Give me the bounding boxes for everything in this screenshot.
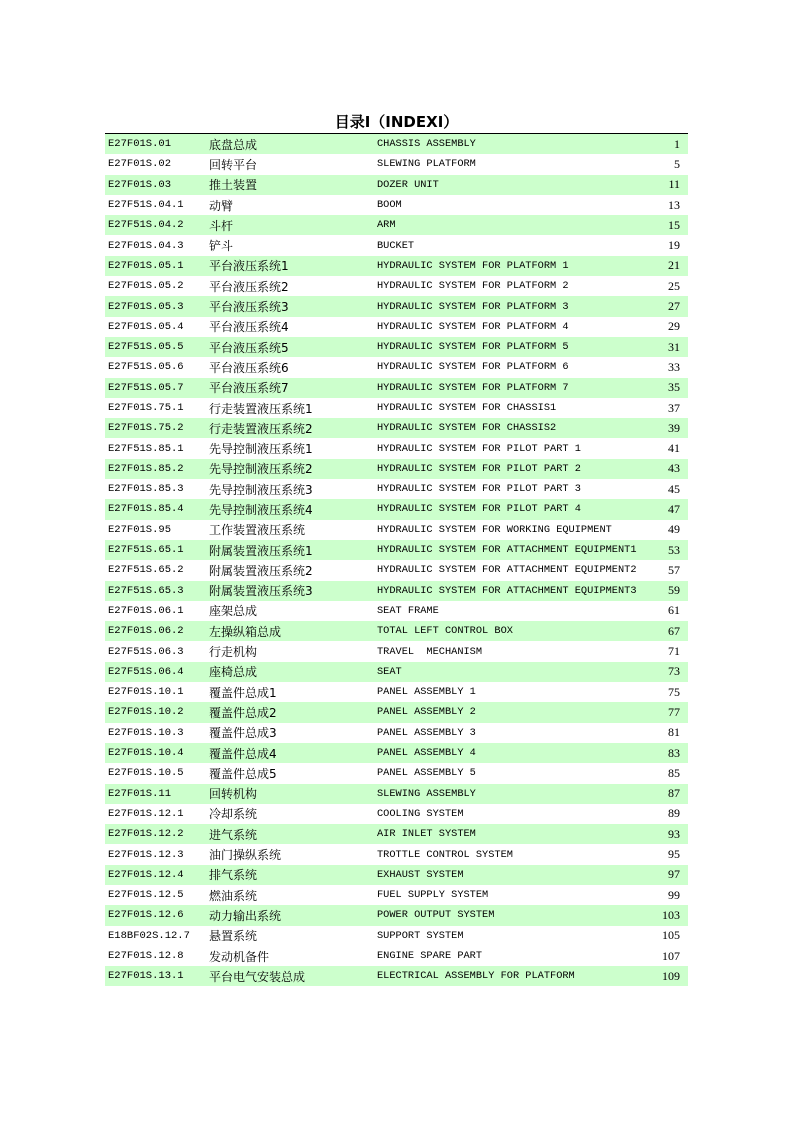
chinese-name: 平台液压系统2 <box>209 279 289 294</box>
index-row <box>105 601 688 621</box>
english-name: SLEWING ASSEMBLY <box>377 787 476 800</box>
part-code: E27F51S.05.5 <box>108 341 184 354</box>
chinese-name: 悬置系统 <box>209 929 258 944</box>
index-row <box>105 662 688 682</box>
index-row <box>105 560 688 580</box>
english-name: ENGINE SPARE PART <box>377 950 483 963</box>
english-name: TROTTLE CONTROL SYSTEM <box>377 848 513 861</box>
english-name: AIR INLET SYSTEM <box>377 828 476 841</box>
chinese-name: 油门操纵系统 <box>209 848 282 863</box>
page-number: 73 <box>668 664 680 679</box>
part-code: E27F51S.05.7 <box>108 381 184 394</box>
english-name: HYDRAULIC SYSTEM FOR CHASSIS2 <box>377 422 557 435</box>
part-code: E27F01S.05.1 <box>108 259 184 272</box>
index-row <box>105 296 688 316</box>
english-name: HYDRAULIC SYSTEM FOR PLATFORM 3 <box>377 300 569 313</box>
page-number: 29 <box>668 319 680 334</box>
index-row <box>105 215 688 235</box>
chinese-name: 先导控制液压系统3 <box>209 482 313 497</box>
page-number: 107 <box>662 948 680 963</box>
english-name: HYDRAULIC SYSTEM FOR PLATFORM 2 <box>377 280 569 293</box>
page-number: 89 <box>668 806 680 821</box>
page-number: 33 <box>668 359 680 374</box>
english-name: COOLING SYSTEM <box>377 807 464 820</box>
english-name: PANEL ASSEMBLY 4 <box>377 747 476 760</box>
chinese-name: 平台液压系统7 <box>209 381 289 396</box>
english-name: SLEWING PLATFORM <box>377 158 476 171</box>
page-number: 25 <box>668 278 680 293</box>
chinese-name: 附属装置液压系统2 <box>209 563 313 578</box>
english-name: DOZER UNIT <box>377 178 439 191</box>
part-code: E27F51S.65.1 <box>108 544 184 557</box>
page-number: 75 <box>668 684 680 699</box>
page-number: 109 <box>662 968 680 983</box>
index-row <box>105 682 688 702</box>
index-row <box>105 702 688 722</box>
english-name: TOTAL LEFT CONTROL BOX <box>377 625 513 638</box>
english-name: SEAT <box>377 665 402 678</box>
index-row <box>105 438 688 458</box>
part-code: E27F01S.01 <box>108 138 172 151</box>
index-row <box>105 926 688 946</box>
english-name: ELECTRICAL ASSEMBLY FOR PLATFORM <box>377 970 575 983</box>
page-number: 81 <box>668 725 680 740</box>
index-row <box>105 195 688 215</box>
part-code: E27F01S.11 <box>108 787 172 800</box>
english-name: PANEL ASSEMBLY 2 <box>377 706 476 719</box>
chinese-name: 铲斗 <box>209 239 234 254</box>
english-name: HYDRAULIC SYSTEM FOR PILOT PART 3 <box>377 483 581 496</box>
index-table <box>105 133 688 986</box>
part-code: E27F01S.12.8 <box>108 950 184 963</box>
chinese-name: 冷却系统 <box>209 807 258 822</box>
part-code: E27F01S.05.4 <box>108 320 184 333</box>
english-name: HYDRAULIC SYSTEM FOR ATTACHMENT EQUIPMENT2 <box>377 564 637 577</box>
part-code: E27F01S.10.2 <box>108 706 184 719</box>
page-number: 19 <box>668 238 680 253</box>
index-row <box>105 824 688 844</box>
english-name: HYDRAULIC SYSTEM FOR ATTACHMENT EQUIPMENT1 <box>377 544 637 557</box>
chinese-name: 先导控制液压系统2 <box>209 462 313 477</box>
chinese-name: 平台液压系统1 <box>209 259 289 274</box>
index-row <box>105 154 688 174</box>
part-code: E27F01S.12.1 <box>108 807 184 820</box>
part-code: E27F01S.03 <box>108 178 172 191</box>
chinese-name: 回转机构 <box>209 787 258 802</box>
page-number: 15 <box>668 217 680 232</box>
page-number: 53 <box>668 542 680 557</box>
part-code: E27F51S.05.6 <box>108 361 184 374</box>
page-number: 45 <box>668 481 680 496</box>
chinese-name: 覆盖件总成5 <box>209 766 277 781</box>
page-number: 27 <box>668 299 680 314</box>
page-number: 103 <box>662 907 680 922</box>
chinese-name: 平台电气安装总成 <box>209 969 306 984</box>
index-row <box>105 317 688 337</box>
chinese-name: 先导控制液压系统4 <box>209 502 313 517</box>
page-number: 1 <box>674 136 680 151</box>
chinese-name: 推土装置 <box>209 178 258 193</box>
chinese-name: 斗杆 <box>209 218 234 233</box>
part-code: E27F01S.12.2 <box>108 828 184 841</box>
part-code: E27F51S.04.1 <box>108 199 184 212</box>
page-number: 59 <box>668 583 680 598</box>
part-code: E27F01S.05.3 <box>108 300 184 313</box>
chinese-name: 行走装置液压系统2 <box>209 421 313 436</box>
page-number: 41 <box>668 441 680 456</box>
chinese-name: 覆盖件总成3 <box>209 726 277 741</box>
chinese-name: 附属装置液压系统1 <box>209 543 313 558</box>
page-number: 93 <box>668 826 680 841</box>
part-code: E27F01S.10.1 <box>108 686 184 699</box>
chinese-name: 左操纵箱总成 <box>209 624 282 639</box>
english-name: HYDRAULIC SYSTEM FOR CHASSIS1 <box>377 402 557 414</box>
chinese-name: 平台液压系统4 <box>209 320 289 335</box>
part-code: E27F01S.12.3 <box>108 848 184 861</box>
index-row <box>105 743 688 763</box>
index-row <box>105 235 688 255</box>
part-code: E27F01S.10.3 <box>108 726 184 739</box>
index-row <box>105 520 688 540</box>
index-row <box>105 966 688 986</box>
chinese-name: 先导控制液压系统1 <box>209 442 313 457</box>
index-row <box>105 621 688 641</box>
index-row <box>105 581 688 601</box>
index-row <box>105 398 688 418</box>
chinese-name: 座架总成 <box>209 604 258 619</box>
chinese-name: 动臂 <box>209 198 234 213</box>
page-number: 35 <box>668 380 680 395</box>
page-number: 49 <box>668 522 680 537</box>
page-number: 87 <box>668 786 680 801</box>
english-name: HYDRAULIC SYSTEM FOR PLATFORM 7 <box>377 381 569 394</box>
index-row <box>105 479 688 499</box>
chinese-name: 排气系统 <box>209 868 258 883</box>
english-name: ARM <box>377 219 396 232</box>
index-row <box>105 641 688 661</box>
index-row <box>105 946 688 966</box>
index-row <box>105 844 688 864</box>
chinese-name: 覆盖件总成1 <box>209 685 277 700</box>
part-code: E27F01S.12.4 <box>108 868 184 881</box>
part-code: E27F01S.85.4 <box>108 503 184 516</box>
english-name: HYDRAULIC SYSTEM FOR PILOT PART 4 <box>377 503 581 516</box>
page-number: 11 <box>668 177 680 192</box>
part-code: E27F01S.04.3 <box>108 239 184 252</box>
english-name: HYDRAULIC SYSTEM FOR PLATFORM 6 <box>377 361 569 374</box>
chinese-name: 燃油系统 <box>209 888 258 903</box>
index-row <box>105 378 688 398</box>
part-code: E27F01S.06.1 <box>108 604 184 617</box>
english-name: HYDRAULIC SYSTEM FOR WORKING EQUIPMENT <box>377 523 612 536</box>
index-row <box>105 865 688 885</box>
english-name: BUCKET <box>377 239 415 252</box>
english-name: TRAVEL MECHANISM <box>377 645 483 658</box>
index-row <box>105 256 688 276</box>
chinese-name: 覆盖件总成2 <box>209 705 277 720</box>
chinese-name: 动力输出系统 <box>209 908 282 923</box>
index-row <box>105 276 688 296</box>
part-code: E27F01S.05.2 <box>108 280 184 293</box>
english-name: PANEL ASSEMBLY 5 <box>377 767 476 780</box>
index-row <box>105 459 688 479</box>
english-name: HYDRAULIC SYSTEM FOR PLATFORM 1 <box>377 259 569 272</box>
index-row <box>105 134 688 154</box>
english-name: PANEL ASSEMBLY 3 <box>377 726 476 739</box>
page-number: 43 <box>668 461 680 476</box>
index-row <box>105 337 688 357</box>
chinese-name: 附属装置液压系统3 <box>209 584 313 599</box>
index-row <box>105 784 688 804</box>
part-code: E27F51S.04.2 <box>108 219 184 232</box>
part-code: E27F01S.02 <box>108 158 172 171</box>
part-code: E27F51S.06.3 <box>108 645 184 658</box>
chinese-name: 平台液压系统6 <box>209 360 289 375</box>
index-row <box>105 357 688 377</box>
part-code: E27F01S.85.2 <box>108 462 184 475</box>
page-number: 105 <box>662 928 680 943</box>
page-number: 39 <box>668 420 680 435</box>
index-row <box>105 885 688 905</box>
english-name: HYDRAULIC SYSTEM FOR PILOT PART 1 <box>377 442 581 455</box>
part-code: E27F01S.12.6 <box>108 909 184 922</box>
page-number: 57 <box>668 562 680 577</box>
part-code: E27F01S.06.2 <box>108 625 184 638</box>
part-code: E27F51S.65.2 <box>108 564 184 577</box>
chinese-name: 座椅总成 <box>209 665 258 680</box>
chinese-name: 工作装置液压系统 <box>209 523 306 538</box>
page-number: 83 <box>668 745 680 760</box>
page-number: 85 <box>668 765 680 780</box>
page-number: 97 <box>668 867 680 882</box>
english-name: HYDRAULIC SYSTEM FOR PLATFORM 4 <box>377 320 569 333</box>
page-number: 13 <box>668 197 680 212</box>
part-code: E27F01S.10.5 <box>108 767 184 780</box>
page-number: 37 <box>668 400 680 415</box>
index-row <box>105 804 688 824</box>
english-name: EXHAUST SYSTEM <box>377 868 464 881</box>
english-name: SEAT FRAME <box>377 604 439 617</box>
page-number: 21 <box>668 258 680 273</box>
index-row <box>105 723 688 743</box>
index-row <box>105 175 688 195</box>
english-name: HYDRAULIC SYSTEM FOR PILOT PART 2 <box>377 462 581 475</box>
part-code: E27F01S.75.2 <box>108 422 184 435</box>
index-row <box>105 540 688 560</box>
chinese-name: 进气系统 <box>209 827 258 842</box>
chinese-name: 行走机构 <box>209 645 258 660</box>
part-code: E27F51S.65.3 <box>108 584 184 597</box>
part-code: E27F01S.75.1 <box>108 402 184 414</box>
english-name: HYDRAULIC SYSTEM FOR ATTACHMENT EQUIPMENT3 <box>377 584 637 597</box>
english-name: CHASSIS ASSEMBLY <box>377 138 476 151</box>
page-number: 47 <box>668 501 680 516</box>
chinese-name: 行走装置液压系统1 <box>209 401 313 416</box>
chinese-name: 底盘总成 <box>209 137 258 152</box>
page-title: 目录Ⅰ（INDEXⅠ） <box>334 113 459 131</box>
part-code: E27F01S.12.5 <box>108 889 184 902</box>
part-code: E27F01S.10.4 <box>108 747 184 760</box>
chinese-name: 回转平台 <box>209 157 258 172</box>
page-number: 5 <box>674 156 680 171</box>
part-code: E27F01S.13.1 <box>108 970 184 983</box>
page-number: 77 <box>668 704 680 719</box>
part-code: E27F01S.95 <box>108 523 172 536</box>
page-number: 99 <box>668 887 680 902</box>
english-name: BOOM <box>377 199 402 212</box>
page-number: 31 <box>668 339 680 354</box>
index-row <box>105 763 688 783</box>
chinese-name: 平台液压系统3 <box>209 300 289 315</box>
part-code: E18BF02S.12.7 <box>108 929 190 942</box>
chinese-name: 覆盖件总成4 <box>209 746 277 761</box>
english-name: HYDRAULIC SYSTEM FOR PLATFORM 5 <box>377 341 569 354</box>
part-code: E27F51S.85.1 <box>108 442 184 455</box>
index-row <box>105 418 688 438</box>
chinese-name: 平台液压系统5 <box>209 340 289 355</box>
page-number: 95 <box>668 847 680 862</box>
index-row <box>105 499 688 519</box>
english-name: FUEL SUPPLY SYSTEM <box>377 889 489 902</box>
english-name: PANEL ASSEMBLY 1 <box>377 686 476 699</box>
page-number: 61 <box>668 603 680 618</box>
part-code: E27F51S.06.4 <box>108 665 184 678</box>
part-code: E27F01S.85.3 <box>108 483 184 496</box>
english-name: POWER OUTPUT SYSTEM <box>377 909 495 922</box>
page-number: 71 <box>668 644 680 659</box>
chinese-name: 发动机备件 <box>209 949 270 964</box>
page-number: 67 <box>668 623 680 638</box>
english-name: SUPPORT SYSTEM <box>377 929 464 942</box>
index-row <box>105 905 688 925</box>
